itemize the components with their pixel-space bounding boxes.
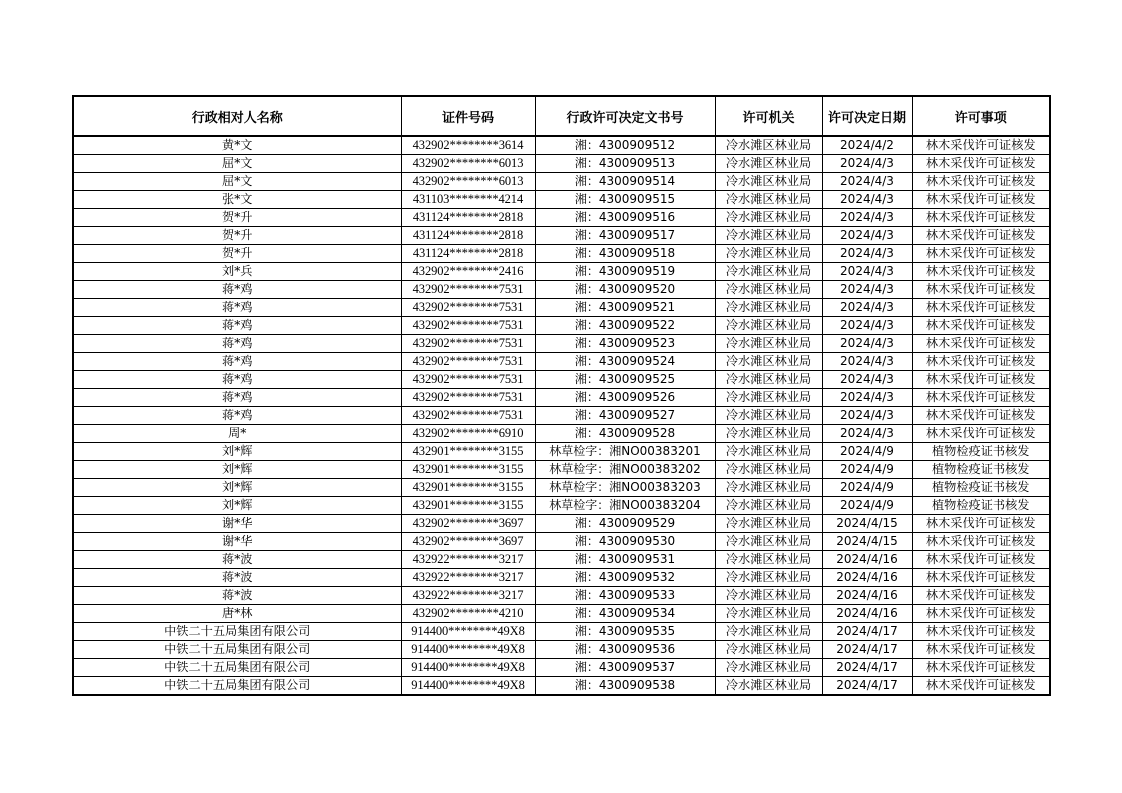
- cell-decision-date: 2024/4/3: [822, 209, 912, 227]
- cell-decision-doc-number: 湘：4300909519: [535, 263, 715, 281]
- cell-party-name: 蒋*鸡: [73, 317, 401, 335]
- cell-id-number: 432902********7531: [401, 317, 535, 335]
- cell-id-number: 914400********49X8: [401, 659, 535, 677]
- table-row: [73, 461, 1050, 479]
- cell-decision-date: 2024/4/9: [822, 479, 912, 497]
- cell-authority: 冷水滩区林业局: [715, 245, 822, 263]
- header-id-number: 证件号码: [401, 96, 535, 136]
- cell-id-number: 431124********2818: [401, 227, 535, 245]
- cell-authority: 冷水滩区林业局: [715, 479, 822, 497]
- cell-decision-doc-number: 林草检字：湘NO00383204: [535, 497, 715, 515]
- cell-id-number: 432902********7531: [401, 407, 535, 425]
- cell-permit-item: 林木采伐许可证核发: [912, 389, 1050, 407]
- cell-decision-date: 2024/4/3: [822, 299, 912, 317]
- cell-decision-date: 2024/4/3: [822, 281, 912, 299]
- cell-decision-date: 2024/4/3: [822, 353, 912, 371]
- header-row: [73, 96, 1050, 136]
- cell-decision-date: 2024/4/3: [822, 245, 912, 263]
- cell-permit-item: 林木采伐许可证核发: [912, 299, 1050, 317]
- cell-permit-item: 林木采伐许可证核发: [912, 641, 1050, 659]
- cell-decision-date: 2024/4/3: [822, 425, 912, 443]
- cell-party-name: 刘*兵: [73, 263, 401, 281]
- cell-id-number: 914400********49X8: [401, 677, 535, 696]
- cell-permit-item: 林木采伐许可证核发: [912, 155, 1050, 173]
- cell-id-number: 432901********3155: [401, 461, 535, 479]
- cell-party-name: 蒋*鸡: [73, 371, 401, 389]
- cell-id-number: 432922********3217: [401, 587, 535, 605]
- cell-permit-item: 林木采伐许可证核发: [912, 677, 1050, 696]
- cell-decision-date: 2024/4/3: [822, 335, 912, 353]
- cell-decision-date: 2024/4/9: [822, 497, 912, 515]
- cell-decision-date: 2024/4/3: [822, 155, 912, 173]
- cell-id-number: 432902********6013: [401, 173, 535, 191]
- cell-decision-doc-number: 湘：4300909530: [535, 533, 715, 551]
- cell-authority: 冷水滩区林业局: [715, 605, 822, 623]
- cell-decision-date: 2024/4/9: [822, 461, 912, 479]
- cell-id-number: 432922********3217: [401, 551, 535, 569]
- cell-party-name: 贺*升: [73, 227, 401, 245]
- cell-id-number: 432902********7531: [401, 299, 535, 317]
- table-row: [73, 136, 1050, 155]
- cell-decision-date: 2024/4/3: [822, 191, 912, 209]
- cell-party-name: 唐*林: [73, 605, 401, 623]
- cell-id-number: 432901********3155: [401, 497, 535, 515]
- cell-decision-date: 2024/4/17: [822, 623, 912, 641]
- cell-authority: 冷水滩区林业局: [715, 263, 822, 281]
- cell-party-name: 刘*辉: [73, 479, 401, 497]
- cell-decision-date: 2024/4/2: [822, 136, 912, 155]
- cell-id-number: 432902********7531: [401, 353, 535, 371]
- cell-permit-item: 植物检疫证书核发: [912, 497, 1050, 515]
- table-row: [73, 641, 1050, 659]
- cell-authority: 冷水滩区林业局: [715, 551, 822, 569]
- cell-authority: 冷水滩区林业局: [715, 191, 822, 209]
- table-row: [73, 281, 1050, 299]
- cell-party-name: 中铁二十五局集团有限公司: [73, 677, 401, 696]
- cell-decision-date: 2024/4/15: [822, 533, 912, 551]
- header-permit-item: 许可事项: [912, 96, 1050, 136]
- cell-id-number: 432902********7531: [401, 371, 535, 389]
- table-row: [73, 515, 1050, 533]
- cell-decision-doc-number: 林草检字：湘NO00383202: [535, 461, 715, 479]
- cell-id-number: 914400********49X8: [401, 623, 535, 641]
- cell-party-name: 屈*文: [73, 173, 401, 191]
- cell-party-name: 刘*辉: [73, 443, 401, 461]
- table-row: [73, 677, 1050, 696]
- table-row: [73, 479, 1050, 497]
- cell-permit-item: 植物检疫证书核发: [912, 461, 1050, 479]
- cell-id-number: 432902********2416: [401, 263, 535, 281]
- table-body: [73, 136, 1050, 695]
- cell-id-number: 432902********7531: [401, 335, 535, 353]
- cell-permit-item: 林木采伐许可证核发: [912, 353, 1050, 371]
- cell-permit-item: 林木采伐许可证核发: [912, 533, 1050, 551]
- cell-decision-doc-number: 湘：4300909514: [535, 173, 715, 191]
- header-decision-date: 许可决定日期: [822, 96, 912, 136]
- cell-decision-doc-number: 湘：4300909513: [535, 155, 715, 173]
- cell-authority: 冷水滩区林业局: [715, 155, 822, 173]
- cell-permit-item: 林木采伐许可证核发: [912, 623, 1050, 641]
- table-row: [73, 389, 1050, 407]
- cell-authority: 冷水滩区林业局: [715, 623, 822, 641]
- cell-decision-doc-number: 林草检字：湘NO00383201: [535, 443, 715, 461]
- cell-id-number: 432922********3217: [401, 569, 535, 587]
- cell-authority: 冷水滩区林业局: [715, 335, 822, 353]
- cell-permit-item: 林木采伐许可证核发: [912, 227, 1050, 245]
- cell-id-number: 431124********2818: [401, 245, 535, 263]
- cell-decision-doc-number: 湘：4300909517: [535, 227, 715, 245]
- permit-table: [72, 95, 1051, 696]
- table-row: [73, 605, 1050, 623]
- cell-permit-item: 林木采伐许可证核发: [912, 317, 1050, 335]
- cell-decision-doc-number: 湘：4300909516: [535, 209, 715, 227]
- table-row: [73, 569, 1050, 587]
- cell-decision-doc-number: 湘：4300909538: [535, 677, 715, 696]
- cell-decision-doc-number: 湘：4300909515: [535, 191, 715, 209]
- table-row: [73, 551, 1050, 569]
- cell-permit-item: 林木采伐许可证核发: [912, 335, 1050, 353]
- cell-decision-doc-number: 湘：4300909527: [535, 407, 715, 425]
- cell-decision-date: 2024/4/3: [822, 227, 912, 245]
- cell-decision-date: 2024/4/16: [822, 569, 912, 587]
- cell-permit-item: 林木采伐许可证核发: [912, 245, 1050, 263]
- cell-id-number: 432902********3614: [401, 136, 535, 155]
- table-row: [73, 263, 1050, 281]
- cell-decision-date: 2024/4/15: [822, 515, 912, 533]
- cell-id-number: 432902********6013: [401, 155, 535, 173]
- cell-decision-date: 2024/4/17: [822, 659, 912, 677]
- cell-decision-date: 2024/4/3: [822, 173, 912, 191]
- cell-party-name: 刘*辉: [73, 497, 401, 515]
- cell-party-name: 张*文: [73, 191, 401, 209]
- cell-decision-doc-number: 湘：4300909531: [535, 551, 715, 569]
- cell-party-name: 蒋*鸡: [73, 335, 401, 353]
- cell-decision-date: 2024/4/17: [822, 677, 912, 696]
- header-party-name: 行政相对人名称: [73, 96, 401, 136]
- cell-id-number: 432902********4210: [401, 605, 535, 623]
- cell-party-name: 周*: [73, 425, 401, 443]
- cell-decision-doc-number: 湘：4300909525: [535, 371, 715, 389]
- cell-id-number: 432902********7531: [401, 281, 535, 299]
- cell-party-name: 中铁二十五局集团有限公司: [73, 641, 401, 659]
- table-row: [73, 209, 1050, 227]
- cell-permit-item: 林木采伐许可证核发: [912, 659, 1050, 677]
- cell-authority: 冷水滩区林业局: [715, 389, 822, 407]
- cell-authority: 冷水滩区林业局: [715, 461, 822, 479]
- cell-authority: 冷水滩区林业局: [715, 407, 822, 425]
- cell-authority: 冷水滩区林业局: [715, 227, 822, 245]
- cell-party-name: 蒋*波: [73, 551, 401, 569]
- cell-permit-item: 林木采伐许可证核发: [912, 587, 1050, 605]
- cell-authority: 冷水滩区林业局: [715, 317, 822, 335]
- cell-decision-date: 2024/4/3: [822, 263, 912, 281]
- cell-party-name: 谢*华: [73, 533, 401, 551]
- cell-decision-date: 2024/4/16: [822, 551, 912, 569]
- cell-permit-item: 林木采伐许可证核发: [912, 281, 1050, 299]
- cell-party-name: 中铁二十五局集团有限公司: [73, 623, 401, 641]
- cell-party-name: 蒋*鸡: [73, 281, 401, 299]
- cell-decision-date: 2024/4/16: [822, 605, 912, 623]
- cell-authority: 冷水滩区林业局: [715, 136, 822, 155]
- cell-id-number: 432902********3697: [401, 515, 535, 533]
- cell-party-name: 黄*文: [73, 136, 401, 155]
- cell-permit-item: 林木采伐许可证核发: [912, 425, 1050, 443]
- cell-id-number: 432901********3155: [401, 443, 535, 461]
- cell-permit-item: 林木采伐许可证核发: [912, 371, 1050, 389]
- cell-decision-doc-number: 湘：4300909532: [535, 569, 715, 587]
- cell-party-name: 蒋*鸡: [73, 389, 401, 407]
- cell-decision-doc-number: 湘：4300909522: [535, 317, 715, 335]
- cell-decision-date: 2024/4/17: [822, 641, 912, 659]
- cell-decision-doc-number: 湘：4300909528: [535, 425, 715, 443]
- cell-decision-doc-number: 湘：4300909537: [535, 659, 715, 677]
- cell-authority: 冷水滩区林业局: [715, 677, 822, 696]
- cell-id-number: 432902********3697: [401, 533, 535, 551]
- cell-authority: 冷水滩区林业局: [715, 515, 822, 533]
- table-row: [73, 533, 1050, 551]
- cell-authority: 冷水滩区林业局: [715, 533, 822, 551]
- cell-authority: 冷水滩区林业局: [715, 209, 822, 227]
- cell-permit-item: 林木采伐许可证核发: [912, 605, 1050, 623]
- cell-party-name: 屈*文: [73, 155, 401, 173]
- cell-party-name: 谢*华: [73, 515, 401, 533]
- table-row: [73, 227, 1050, 245]
- cell-id-number: 431124********2818: [401, 209, 535, 227]
- cell-party-name: 刘*辉: [73, 461, 401, 479]
- cell-authority: 冷水滩区林业局: [715, 497, 822, 515]
- cell-decision-date: 2024/4/9: [822, 443, 912, 461]
- cell-decision-doc-number: 湘：4300909533: [535, 587, 715, 605]
- cell-party-name: 蒋*波: [73, 569, 401, 587]
- table-row: [73, 299, 1050, 317]
- cell-permit-item: 林木采伐许可证核发: [912, 136, 1050, 155]
- table-row: [73, 245, 1050, 263]
- cell-decision-doc-number: 湘：4300909512: [535, 136, 715, 155]
- cell-decision-doc-number: 湘：4300909534: [535, 605, 715, 623]
- cell-party-name: 蒋*鸡: [73, 407, 401, 425]
- cell-authority: 冷水滩区林业局: [715, 281, 822, 299]
- table-row: [73, 497, 1050, 515]
- cell-permit-item: 林木采伐许可证核发: [912, 191, 1050, 209]
- table-row: [73, 623, 1050, 641]
- table-row: [73, 407, 1050, 425]
- cell-party-name: 蒋*鸡: [73, 299, 401, 317]
- cell-party-name: 蒋*波: [73, 587, 401, 605]
- cell-permit-item: 林木采伐许可证核发: [912, 209, 1050, 227]
- cell-party-name: 中铁二十五局集团有限公司: [73, 659, 401, 677]
- cell-permit-item: 植物检疫证书核发: [912, 479, 1050, 497]
- cell-permit-item: 林木采伐许可证核发: [912, 263, 1050, 281]
- cell-authority: 冷水滩区林业局: [715, 371, 822, 389]
- table-row: [73, 587, 1050, 605]
- table-row: [73, 353, 1050, 371]
- table-row: [73, 155, 1050, 173]
- cell-authority: 冷水滩区林业局: [715, 299, 822, 317]
- table-row: [73, 335, 1050, 353]
- cell-id-number: 432902********6910: [401, 425, 535, 443]
- cell-decision-doc-number: 林草检字：湘NO00383203: [535, 479, 715, 497]
- cell-decision-date: 2024/4/3: [822, 389, 912, 407]
- cell-authority: 冷水滩区林业局: [715, 443, 822, 461]
- table-row: [73, 659, 1050, 677]
- cell-decision-doc-number: 湘：4300909521: [535, 299, 715, 317]
- table-row: [73, 173, 1050, 191]
- table-row: [73, 371, 1050, 389]
- cell-authority: 冷水滩区林业局: [715, 173, 822, 191]
- header-authority: 许可机关: [715, 96, 822, 136]
- cell-authority: 冷水滩区林业局: [715, 425, 822, 443]
- cell-decision-date: 2024/4/3: [822, 371, 912, 389]
- cell-decision-date: 2024/4/3: [822, 317, 912, 335]
- cell-decision-doc-number: 湘：4300909535: [535, 623, 715, 641]
- cell-decision-doc-number: 湘：4300909520: [535, 281, 715, 299]
- cell-decision-doc-number: 湘：4300909518: [535, 245, 715, 263]
- cell-party-name: 贺*升: [73, 209, 401, 227]
- cell-authority: 冷水滩区林业局: [715, 569, 822, 587]
- cell-authority: 冷水滩区林业局: [715, 641, 822, 659]
- cell-id-number: 432902********7531: [401, 389, 535, 407]
- cell-id-number: 431103********4214: [401, 191, 535, 209]
- cell-permit-item: 林木采伐许可证核发: [912, 407, 1050, 425]
- table-row: [73, 317, 1050, 335]
- cell-decision-date: 2024/4/16: [822, 587, 912, 605]
- table-row: [73, 191, 1050, 209]
- cell-id-number: 432901********3155: [401, 479, 535, 497]
- cell-party-name: 蒋*鸡: [73, 353, 401, 371]
- cell-permit-item: 植物检疫证书核发: [912, 443, 1050, 461]
- cell-permit-item: 林木采伐许可证核发: [912, 551, 1050, 569]
- cell-permit-item: 林木采伐许可证核发: [912, 515, 1050, 533]
- cell-decision-doc-number: 湘：4300909523: [535, 335, 715, 353]
- cell-id-number: 914400********49X8: [401, 641, 535, 659]
- cell-permit-item: 林木采伐许可证核发: [912, 173, 1050, 191]
- cell-decision-doc-number: 湘：4300909524: [535, 353, 715, 371]
- cell-decision-doc-number: 湘：4300909529: [535, 515, 715, 533]
- table-row: [73, 425, 1050, 443]
- cell-authority: 冷水滩区林业局: [715, 353, 822, 371]
- cell-authority: 冷水滩区林业局: [715, 659, 822, 677]
- cell-decision-date: 2024/4/3: [822, 407, 912, 425]
- header-decision-doc-number: 行政许可决定文书号: [535, 96, 715, 136]
- cell-decision-doc-number: 湘：4300909526: [535, 389, 715, 407]
- table-row: [73, 443, 1050, 461]
- cell-decision-doc-number: 湘：4300909536: [535, 641, 715, 659]
- cell-permit-item: 林木采伐许可证核发: [912, 569, 1050, 587]
- cell-party-name: 贺*升: [73, 245, 401, 263]
- cell-authority: 冷水滩区林业局: [715, 587, 822, 605]
